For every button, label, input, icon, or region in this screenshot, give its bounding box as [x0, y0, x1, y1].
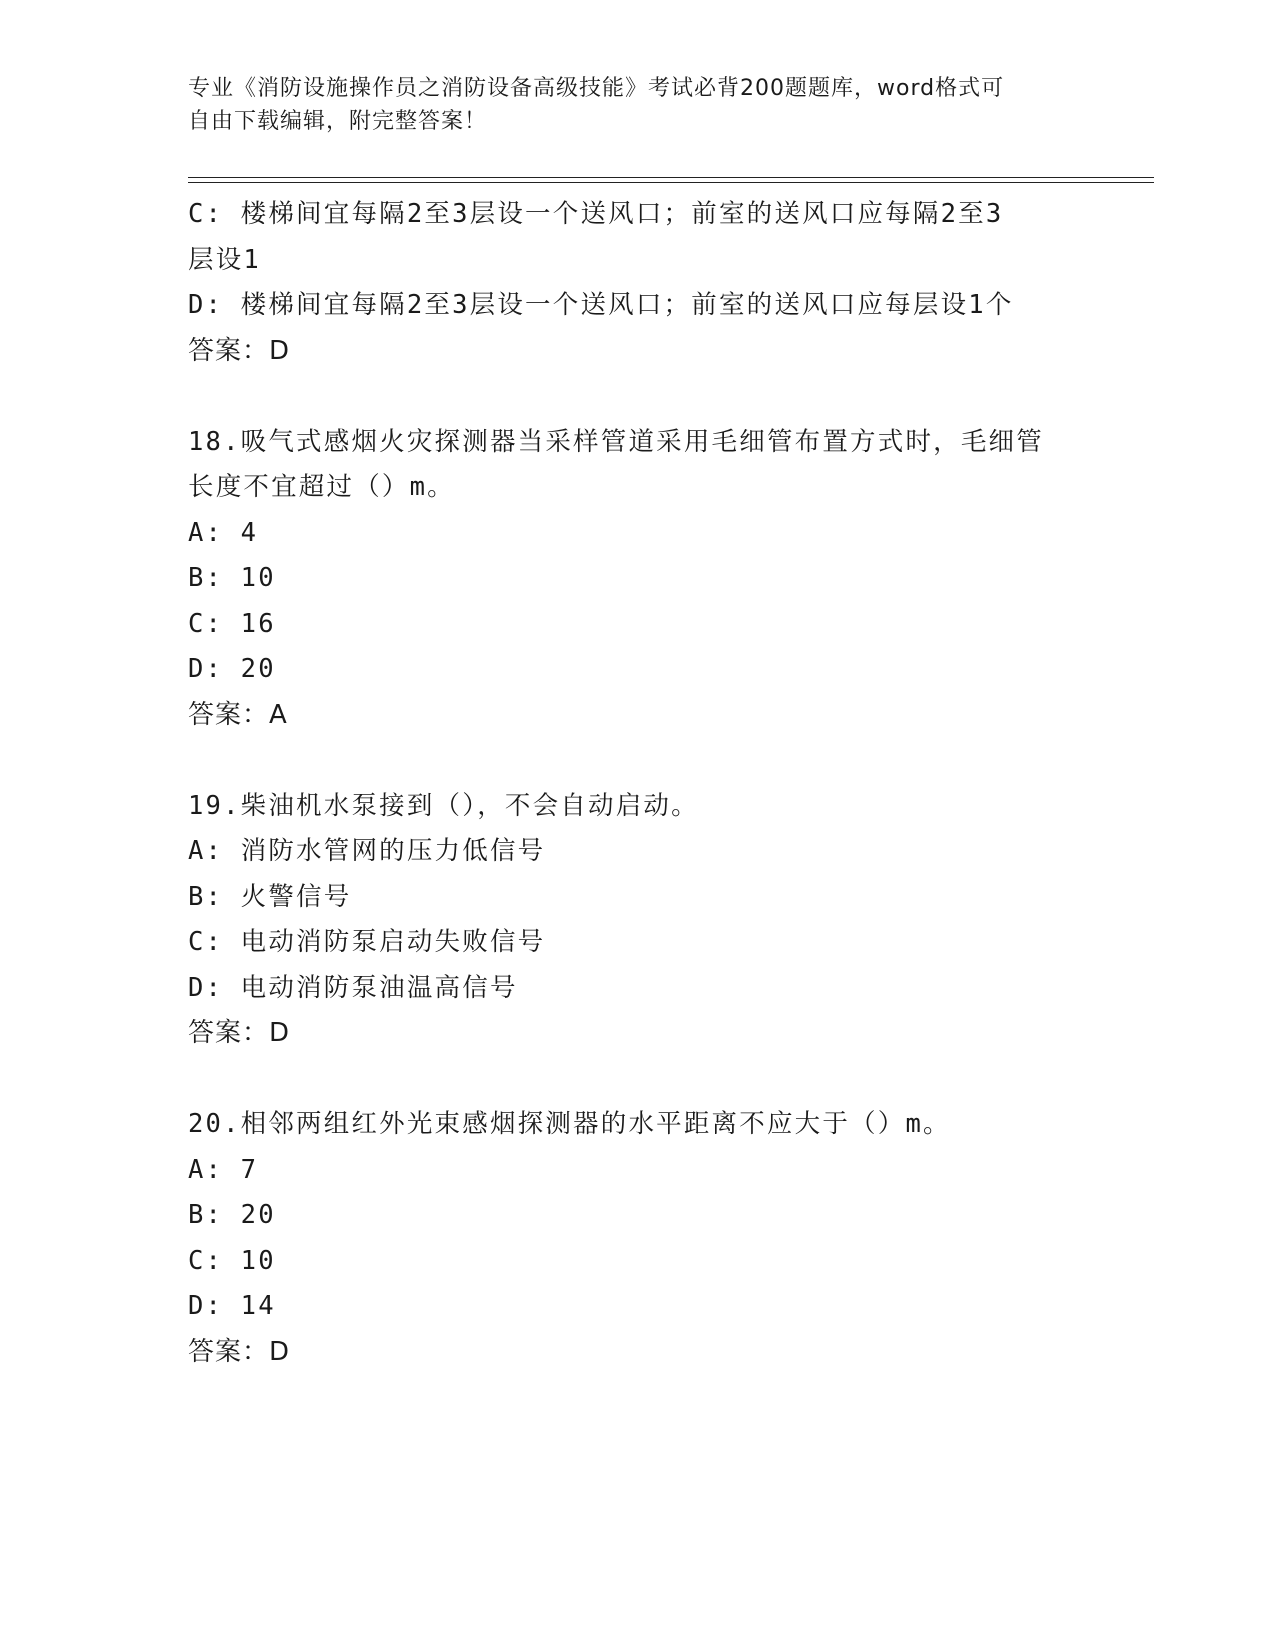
option-d: D: 14: [188, 1291, 276, 1321]
option-b: B: 10: [188, 563, 276, 593]
option-a: A: 4: [188, 517, 259, 548]
question-text: 19.柴油机水泵接到（），不会自动启动。: [188, 790, 699, 821]
question-text: 20.相邻两组红外光束感烟探测器的水平距离不应大于（）m。: [188, 1109, 951, 1139]
option-a: A: 7: [188, 1154, 259, 1185]
header-line-2: 自由下载编辑，附完整答案！: [188, 109, 488, 134]
option-c: C: 电动消防泵启动失败信号: [188, 927, 546, 957]
option-c: C: 10: [188, 1245, 276, 1276]
option-d: D: 20: [188, 654, 276, 684]
question-text: 18.吸气式感烟火灾探测器当采样管道采用毛细管布置方式时，毛细管: [188, 426, 1044, 457]
answer: 答案：A: [188, 699, 288, 730]
question-18: [188, 420, 1088, 739]
header-divider-bottom: [188, 182, 1154, 183]
answer: 答案：D: [188, 1336, 291, 1367]
header-line-1: 专业《消防设施操作员之消防设备高级技能》考试必背200题题库，word格式可: [188, 76, 1005, 101]
option-c: C: 16: [188, 608, 276, 639]
question-17-continued: [188, 192, 1088, 374]
header-divider-top: [188, 177, 1154, 178]
question-text-continued: 长度不宜超过（）m。: [188, 472, 455, 502]
answer: 答案：D: [188, 1018, 291, 1048]
document-header: [188, 72, 1068, 138]
spacer: [188, 374, 1088, 420]
spacer: [188, 1057, 1088, 1103]
question-19: [188, 784, 1088, 1057]
option-a: A: 消防水管网的压力低信号: [188, 836, 546, 866]
option-b: B: 20: [188, 1200, 276, 1230]
option-d: D: 电动消防泵油温高信号: [188, 972, 518, 1003]
option-c-continued: 层设1: [188, 244, 261, 275]
spacer: [188, 738, 1088, 784]
question-20: [188, 1102, 1088, 1375]
option-c: C: 楼梯间宜每隔2至3层设一个送风口；前室的送风口应每隔2至3: [188, 199, 1004, 229]
option-b: B: 火警信号: [188, 881, 352, 912]
question-list: [188, 192, 1088, 1375]
answer: 答案：D: [188, 335, 291, 366]
option-d: D: 楼梯间宜每隔2至3层设一个送风口；前室的送风口应每层设1个: [188, 290, 1014, 320]
